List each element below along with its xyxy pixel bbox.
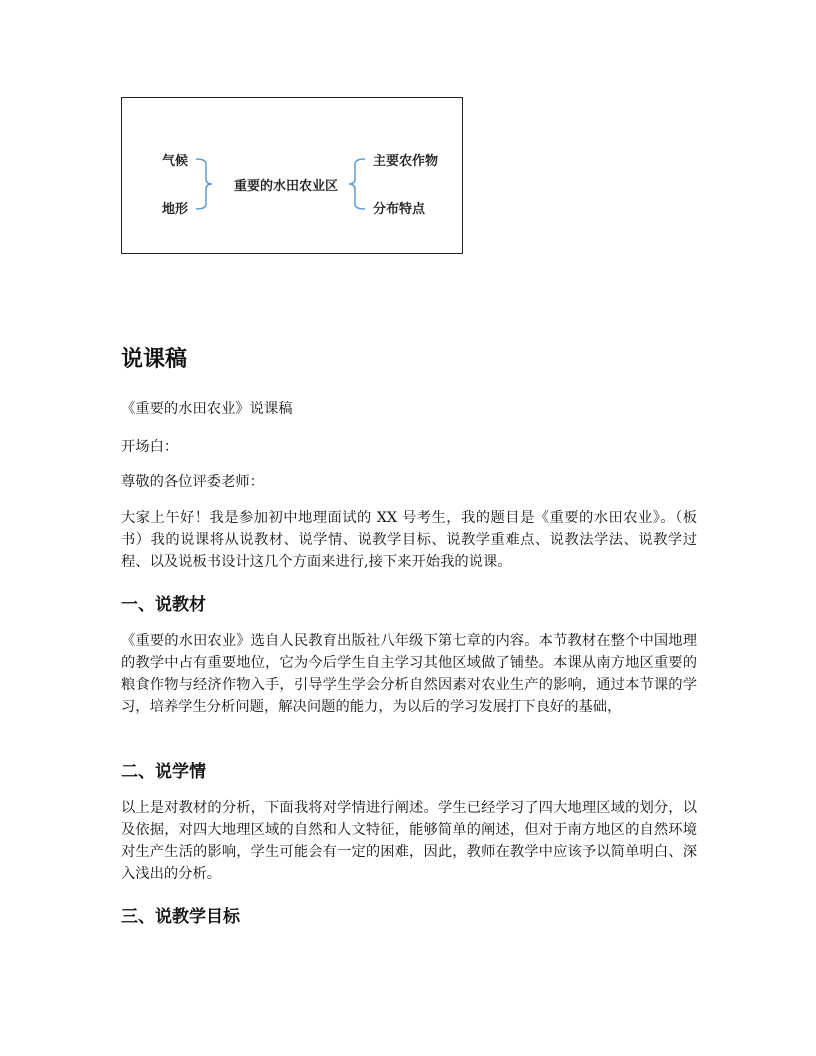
section-heading-objectives: 三、说教学目标 bbox=[121, 907, 240, 927]
diagram-label-climate: 气候 bbox=[162, 154, 189, 169]
page-title: 说课稿 bbox=[121, 347, 188, 372]
greeting-paragraph: 尊敬的各位评委老师： bbox=[121, 474, 264, 490]
diagram-label-terrain: 地形 bbox=[162, 202, 189, 217]
right-brace bbox=[349, 159, 365, 209]
diagram-label-distribution: 分布特点 bbox=[373, 202, 426, 217]
textbook-paragraph: 《重要的水田农业》选自人民教育出版社八年级下第七章的内容。本节教材在整个中国地理的教学中占有重要地位，它为今后学生自主学习其他区域做了铺垫。本课从南方地区重要的粮食作物与经济作物入手，引导学生学会分析自然因素对农业生产的影响，通过本节课的学习，培养学生分析问题，解决问题的能力，为以后的学习发展打下良好的基础， bbox=[121, 633, 697, 715]
subtitle-paragraph: 《重要的水田农业》说课稿 bbox=[121, 401, 293, 417]
students-paragraph: 以上是对教材的分析，下面我将对学情进行阐述。学生已经学习了四大地理区域的划分，以及依据，对四大地理区域的自然和人文特征，能够简单的阐述，但对于南方地区的自然环境对生产生活的影响，学生可能会有一定的困难，因此，教师在教学中应该予以简单明白、深入浅出的分析。 bbox=[121, 800, 697, 882]
diagram-label-crops: 主要农作物 bbox=[373, 154, 439, 169]
section-heading-textbook: 一、说教材 bbox=[121, 595, 206, 615]
section-heading-students: 二、说学情 bbox=[121, 762, 206, 782]
board-design-diagram bbox=[121, 97, 463, 254]
opening-paragraph: 开场白： bbox=[121, 439, 179, 455]
left-brace bbox=[196, 159, 212, 209]
diagram-center-label: 重要的水田农业区 bbox=[234, 179, 339, 194]
intro-paragraph: 大家上午好！我是参加初中地理面试的 XX 号考生，我的题目是《重要的水田农业》。（板书）我的说课将从说教材、说学情、说教学目标、说教学重难点、说教法学法、说教学过程、以及说板书设计这几个方面来进行,接下来开始我的说课。 bbox=[121, 510, 697, 570]
